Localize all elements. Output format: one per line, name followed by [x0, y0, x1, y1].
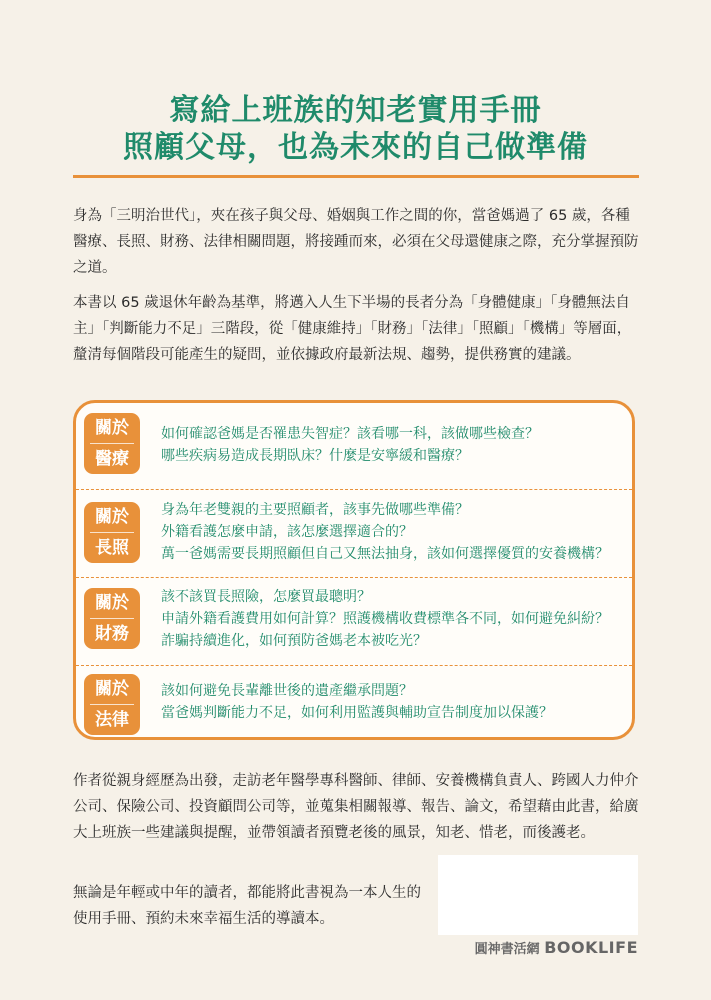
title-divider: [73, 175, 639, 178]
footer-logo: [438, 938, 638, 957]
topic-questions: [161, 586, 622, 652]
topic-question: 身為年老雙親的主要照顧者，該事先做哪些準備？: [161, 502, 469, 518]
topic-badge-label: 法律: [90, 704, 134, 735]
topic-questions: [161, 680, 622, 724]
topic-badge-label: 醫療: [90, 443, 134, 474]
blank-panel: [438, 855, 638, 935]
topic-badge-label: 長照: [90, 532, 134, 563]
topic-question: 外籍看護怎麼申請，該怎麼選擇適合的？: [161, 524, 413, 540]
topic-question: 如何確認爸媽是否罹患失智症？該看哪一科，該做哪些檢查？: [161, 426, 539, 442]
topic-row-finance: [76, 577, 632, 666]
topic-question: 該不該買長照險，怎麼買最聰明？: [161, 589, 371, 605]
topic-question: 哪些疾病易造成長期臥床？什麼是安寧緩和醫療？: [161, 448, 469, 464]
title-line-1: 寫給上班族的知老實用手冊: [169, 93, 542, 128]
intro-paragraph-2: 本書以 65 歲退休年齡為基準，將邁入人生下半場的長者分為「身體健康」「身體無法自主」「判斷能力不足」三階段，從「健康維持」「財務」「法律」「照顧」「機構」等層面，釐清每個階段可能產生的疑問，並依據政府最新法規、趨勢，提供務實的建議。: [73, 295, 632, 363]
topic-badge-finance: [84, 588, 140, 649]
closing-paragraph-2: 無論是年輕或中年的讀者，都能將此書視為一本人生的使用手冊、預約未來幸福生活的導讀本。: [73, 885, 421, 927]
topic-badge-prefix: 關於: [95, 507, 129, 527]
topic-questions: [161, 499, 622, 565]
title-line-2: 照顧父母，也為未來的自己做準備: [123, 130, 588, 165]
topic-question: 申請外籍看護費用如何計算？照護機構收費標準各不同，如何避免糾紛？: [161, 611, 609, 627]
topic-question: 當爸媽判斷能力不足，如何利用監護與輔助宣告制度加以保護？: [161, 705, 553, 721]
topic-question: 萬一爸媽需要長期照顧但自己又無法抽身，該如何選擇優質的安養機構？: [161, 546, 609, 562]
topics-box: [73, 400, 635, 740]
topic-questions: [161, 423, 622, 467]
topic-badge-medical: [84, 413, 140, 474]
topic-badge-prefix: 關於: [95, 679, 129, 699]
topic-badge-legal: [84, 674, 140, 735]
topic-badge-prefix: 關於: [95, 593, 129, 613]
topic-row-medical: [76, 403, 632, 489]
topic-question: 該如何避免長輩離世後的遺產繼承問題？: [161, 683, 413, 699]
topic-badge-prefix: 關於: [95, 418, 129, 438]
topic-question: 詐騙持續進化，如何預防爸媽老本被吃光？: [161, 633, 427, 649]
closing-paragraph-1: 作者從親身經歷為出發，走訪老年醫學專科醫師、律師、安養機構負責人、跨國人力仲介公司、保險公司、投資顧問公司等，並蒐集相關報導、報告、論文，希望藉由此書，給廣大上班族一些建議與提醒，並帶領讀者預覽老後的風景，知老、惜老，而後護老。: [73, 773, 639, 841]
intro-paragraph-1: 身為「三明治世代」，夾在孩子與父母、婚姻與工作之間的你，當爸媽過了 65 歲，各種醫療、長照、財務、法律相關問題，將接踵而來，必須在父母還健康之際，充分掌握預防之道。: [73, 208, 639, 276]
topic-badge-label: 財務: [90, 618, 134, 649]
topic-badge-longterm-care: [84, 502, 140, 563]
topic-row-legal: [76, 665, 632, 738]
topic-row-longterm-care: [76, 489, 632, 578]
footer-brand: BOOKLIFE: [544, 938, 638, 957]
footer-site-name: 圓神書活網: [474, 942, 540, 957]
